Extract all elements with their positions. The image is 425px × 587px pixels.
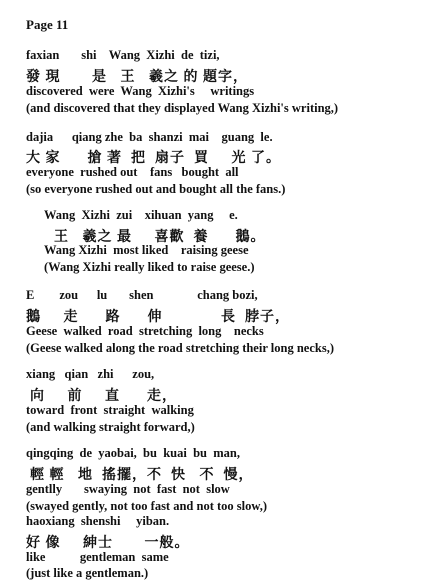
gloss-line: toward front straight walking [26,403,194,417]
pinyin-line: Wang Xizhi zui xihuan yang e. [44,208,238,222]
gloss-line: discovered were Wang Xizhi's writings [26,84,255,98]
pinyin-line: dajia qiang zhe ba shanzi mai guang le. [26,130,273,144]
gloss-line: Wang Xizhi most liked raising geese [44,243,249,257]
gloss-line: gentlly swaying not fast not slow [26,482,230,496]
pinyin-line: haoxiang shenshi yiban. [26,514,170,528]
hanzi-line: 大 家 搶 著 把 扇子 買 光 了。 [26,151,281,166]
translation-line: (Geese walked along the road stretching their long necks,) [26,341,334,355]
translation-line: (and discovered that they displayed Wang Xizhi's writing,) [26,101,339,115]
pinyin-line: xiang qian zhi zou, [26,367,155,381]
hanzi-line: 輕 輕 地 搖擺，不 快 不 慢， [30,468,254,483]
translation-line: (Wang Xizhi really liked to raise geese.) [44,260,255,274]
hanzi-line: 鵝 走 路 伸 長 脖子， [26,310,290,325]
translation-line: (so everyone rushed out and bought all the fans.) [26,182,286,196]
translation-line: (and walking straight forward,) [26,420,195,434]
page-number: Page 11 [26,17,69,32]
pinyin-line: qingqing de yaobai, bu kuai bu man, [26,446,240,460]
gloss-line: everyone rushed out fans bought all [26,165,239,179]
gloss-line: Geese walked road stretching long necks [26,324,264,338]
gloss-line: like gentleman same [26,550,169,564]
hanzi-line: 發 現 是 王 羲之 的 題字， [26,70,248,85]
translation-line: (just like a gentleman.) [26,566,149,580]
hanzi-line: 向 前 直 走， [30,389,177,404]
translation-line: (swayed gently, not too fast and not too slow,) [26,499,267,513]
hanzi-line: 好 像 紳士 一般。 [26,536,190,551]
pinyin-line: E zou lu shen chang bozi, [26,288,258,302]
pinyin-line: faxian shi Wang Xizhi de tizi, [26,48,220,62]
hanzi-line: 王 羲之 最 喜歡 養 鵝。 [54,230,266,245]
